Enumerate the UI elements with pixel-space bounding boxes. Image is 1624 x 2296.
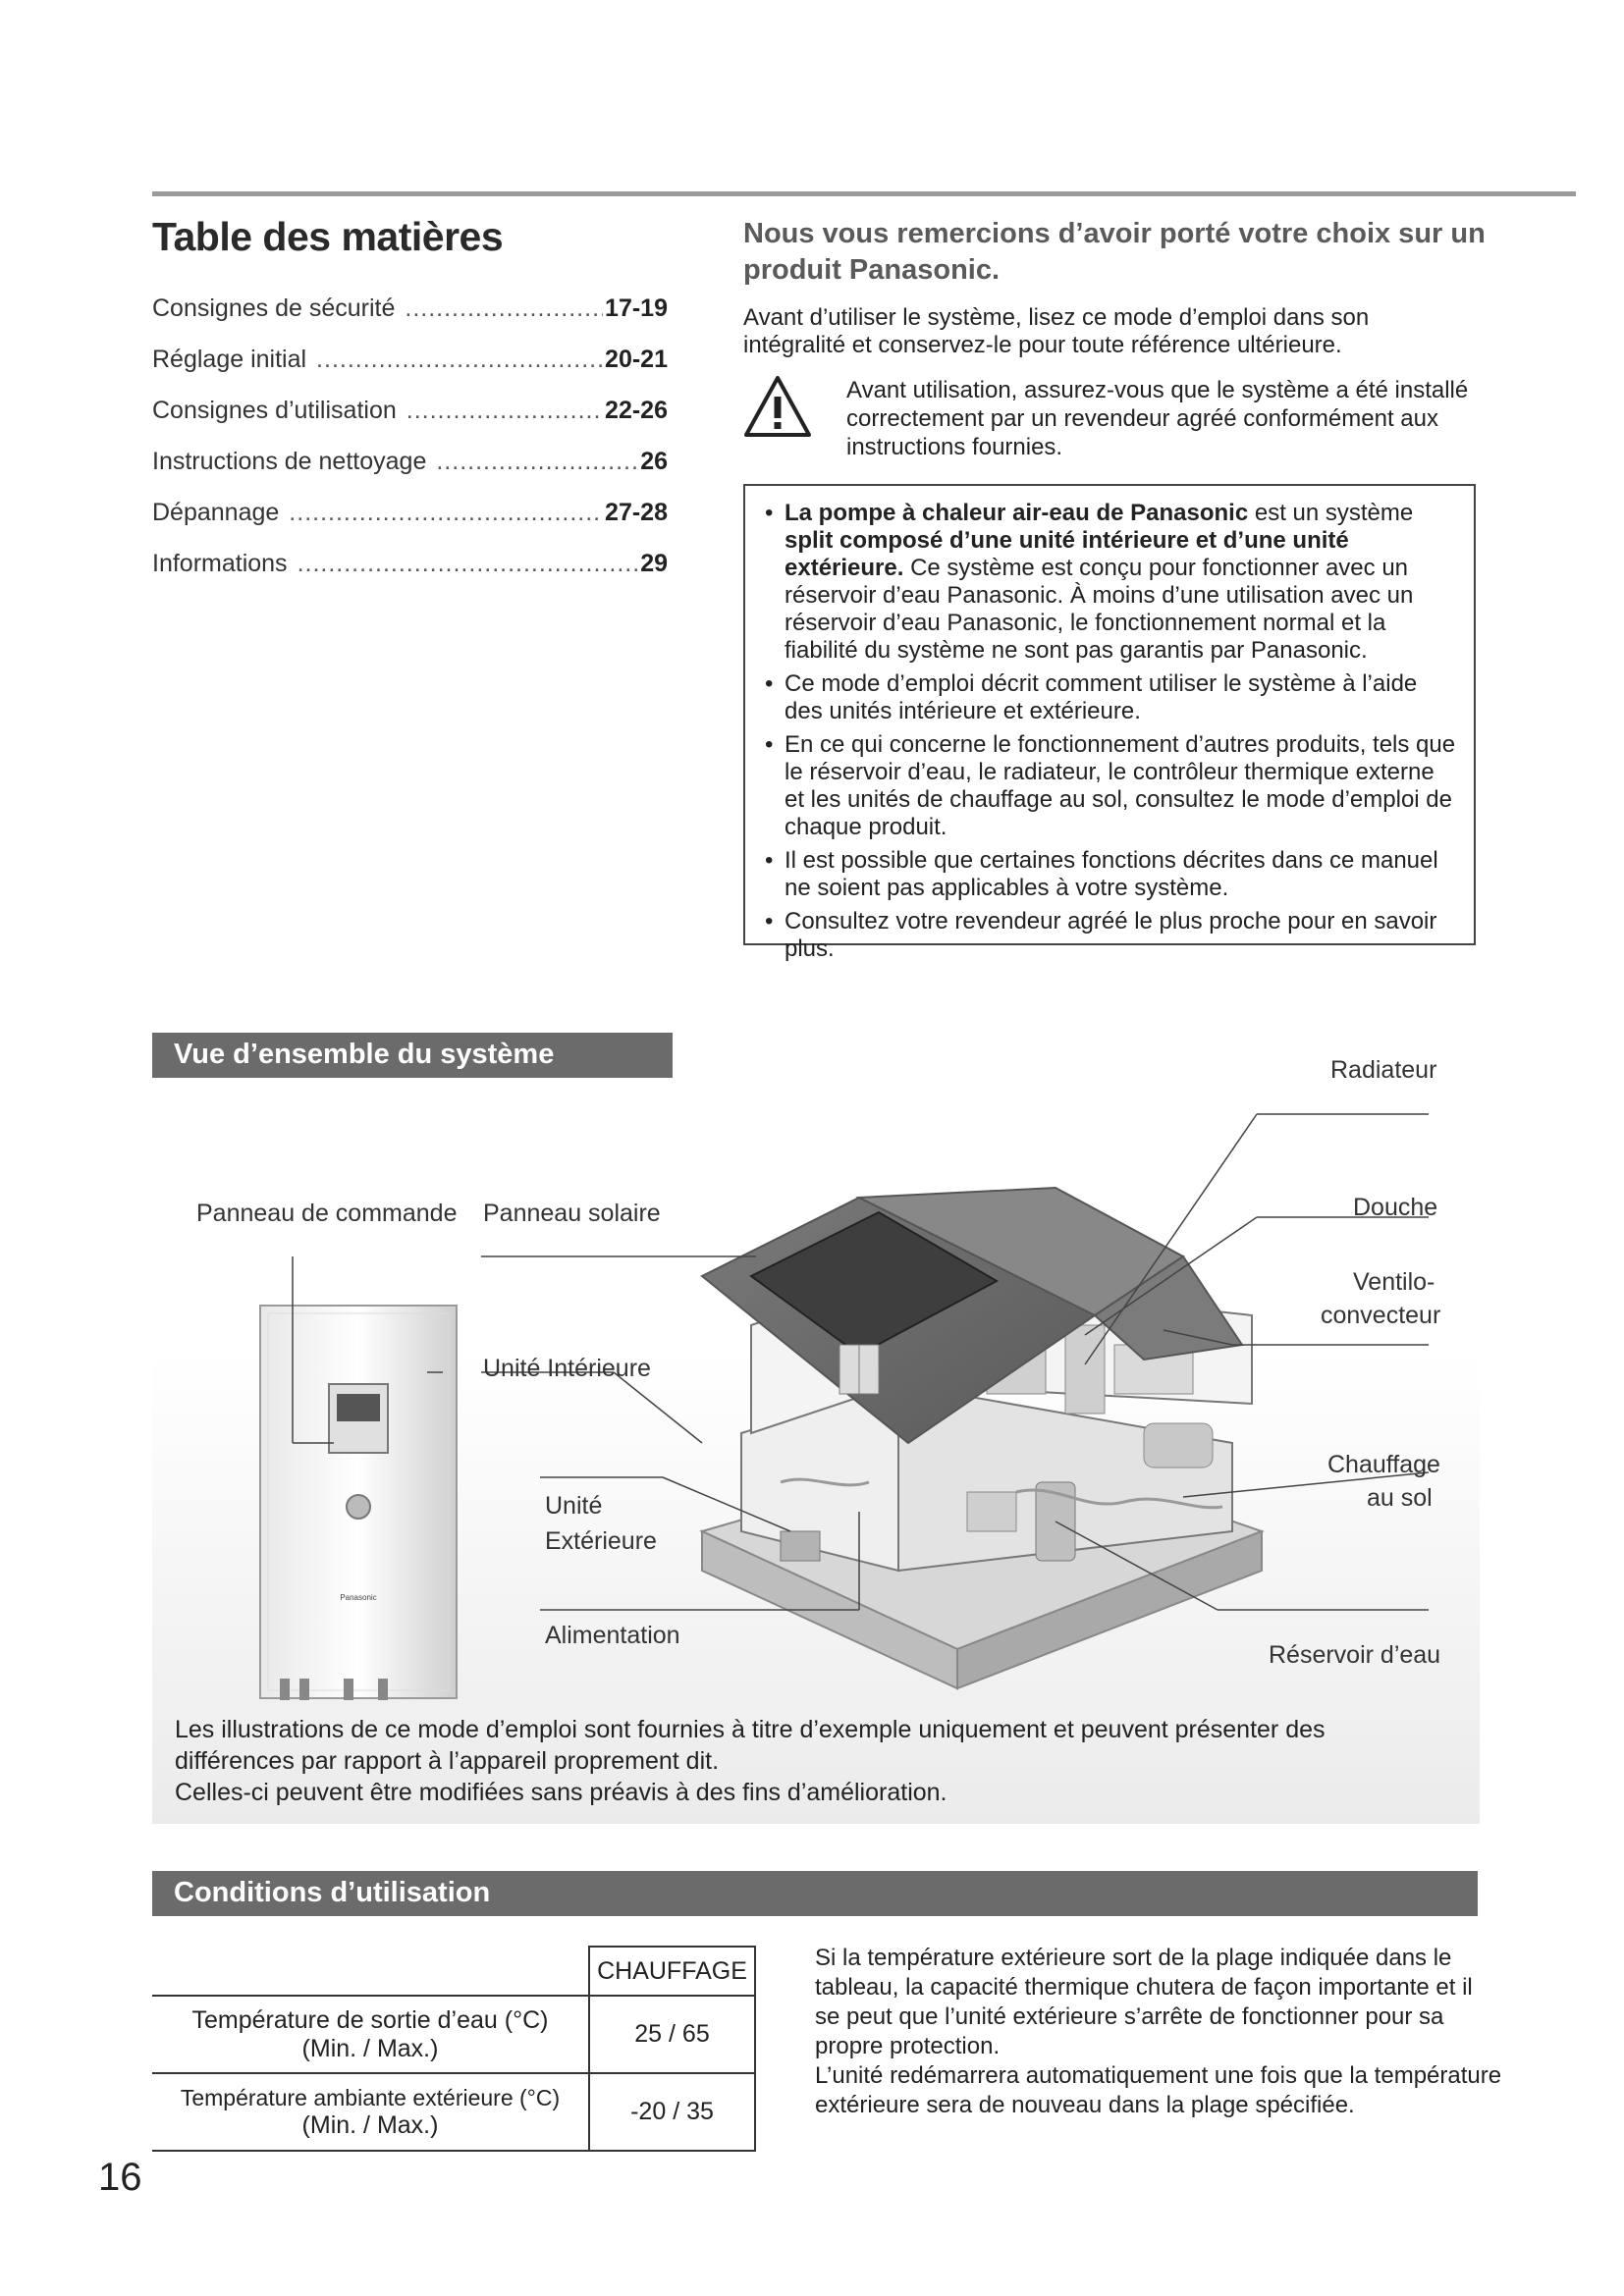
table-cell-value: 25 / 65 [589,1996,755,2073]
top-rule [152,191,1576,196]
label-control-panel: Panneau de commande [196,1200,458,1227]
toc-list [152,294,668,601]
table-row: Température ambiante extérieure (°C) (Min. / Max.) -20 / 35 [152,2073,755,2151]
label-indoor-unit: Unité Intérieure [483,1355,651,1382]
toc-entry-page: 17-19 [605,294,668,322]
toc-entry-label: Consignes de sécurité [152,294,396,322]
toc-entry[interactable] [152,294,668,346]
toc-entry-label: Informations [152,550,288,577]
label-water-tank: Réservoir d’eau [1269,1641,1441,1669]
label-floor-heating-1: Chauffage [1327,1451,1440,1478]
note-item: • Il est possible que certaines fonctions décrites dans ce manuel ne soient pas applicables à votre système. [761,847,1460,902]
toc-title: Table des matières [152,214,504,259]
indoor-unit-illustration [260,1306,457,1700]
system-illustration [152,1021,1480,1708]
label-fan-coil-1: Ventilo- [1353,1268,1435,1296]
label-solar-panel: Panneau solaire [483,1200,661,1227]
toc-entry[interactable] [152,448,668,499]
table-header-heating: CHAUFFAGE [589,1947,755,1996]
illustration-disclaimer: Les illustrations de ce mode d’emploi sont fournies à titre d’exemple uniquement et peuvent présenter des différences par rapport à l’appareil proprement dit. Celles-ci peuvent être modifiées sans préavis à des fins d’amélioration. [175,1716,1326,1806]
toc-entry-page: 26 [640,448,668,475]
conditions-table [152,1946,756,2152]
note-item: • Consultez votre revendeur agréé le plus proche pour en savoir plus. [761,908,1460,963]
page-number: 16 [98,2156,142,2199]
conditions-section-title: Conditions d’utilisation [152,1871,1478,1916]
label-radiator: Radiateur [1330,1056,1437,1084]
toc-entry[interactable] [152,346,668,397]
house-illustration [702,1188,1262,1688]
label-outdoor-unit-2: Extérieure [545,1527,657,1555]
label-floor-heating-2: au sol [1367,1484,1433,1512]
toc-entry[interactable] [152,550,668,601]
thank-you-heading: Nous vous remercions d’avoir porté votre choix sur un produit Panasonic. [743,218,1486,286]
note-item: • Ce mode d’emploi décrit comment utiliser le système à l’aide des unités intérieure et extérieure. [761,670,1460,725]
note-item: • En ce qui concerne le fonctionnement d’autres produits, tels que le réservoir d’eau, le radiateur, le contrôleur thermique externe et les unités de chauffage au sol, consultez le mode d’emploi de chaque produit. [761,731,1460,841]
toc-entry[interactable] [152,397,668,448]
toc-entry-page: 29 [640,550,668,577]
toc-entry-label: Réglage initial [152,346,307,373]
note-bold: split composé d’une unité intérieure et d’une unité extérieure. [785,527,1349,581]
toc-entry-label: Dépannage [152,499,280,526]
svg-text:Panasonic: Panasonic [340,1593,377,1602]
notes-box [743,484,1476,962]
note-bold: La pompe à chaleur air-eau de Panasonic [785,500,1249,526]
label-outdoor-unit-1: Unité [545,1492,603,1520]
toc-entry-label: Consignes d’utilisation [152,397,397,424]
conditions-note: Si la température extérieure sort de la plage indiquée dans le tableau, la capacité thermique chutera de façon importante et il se peut que l’unité extérieure s’arrête de fonctionner pour sa propre protection. L’unité redémarrera automatiquement une fois que la température extérieure sera de nouveau dans la plage spécifiée. [815,1945,1502,2118]
warning-triangle-icon [743,375,812,443]
toc-entry-page: 20-21 [605,346,668,373]
toc-entry-page: 27-28 [605,499,668,526]
warning-text: Avant utilisation, assurez-vous que le système a été installé correctement par un revendeur agréé conformément aux instructions fournies. [846,377,1469,460]
label-fan-coil-2: convecteur [1321,1302,1441,1329]
toc-entry[interactable] [152,499,668,550]
overview-section-title: Vue d’ensemble du système [152,1033,673,1078]
label-shower: Douche [1353,1194,1438,1221]
note-item: • La pompe à chaleur air-eau de Panasonic est un système split composé d’une unité intérieure et d’une unité extérieure. Ce système est conçu pour fonctionner avec un réservoir d’eau Panasonic. À moins d’une utilisation avec un réservoir d’eau Panasonic, le fonctionnement normal et la fiabilité du système ne sont pas garantis par Panasonic. [761,500,1460,665]
label-power-supply: Alimentation [545,1622,680,1649]
table-row: Température de sortie d’eau (°C) (Min. / Max.) 25 / 65 [152,1996,755,2073]
read-manual-text: Avant d’utiliser le système, lisez ce mode d’emploi dans son intégralité et conservez-le pour toute référence ultérieure. [743,304,1370,358]
toc-entry-page: 22-26 [605,397,668,424]
toc-entry-label: Instructions de nettoyage [152,448,427,475]
table-cell-value: -20 / 35 [589,2073,755,2151]
